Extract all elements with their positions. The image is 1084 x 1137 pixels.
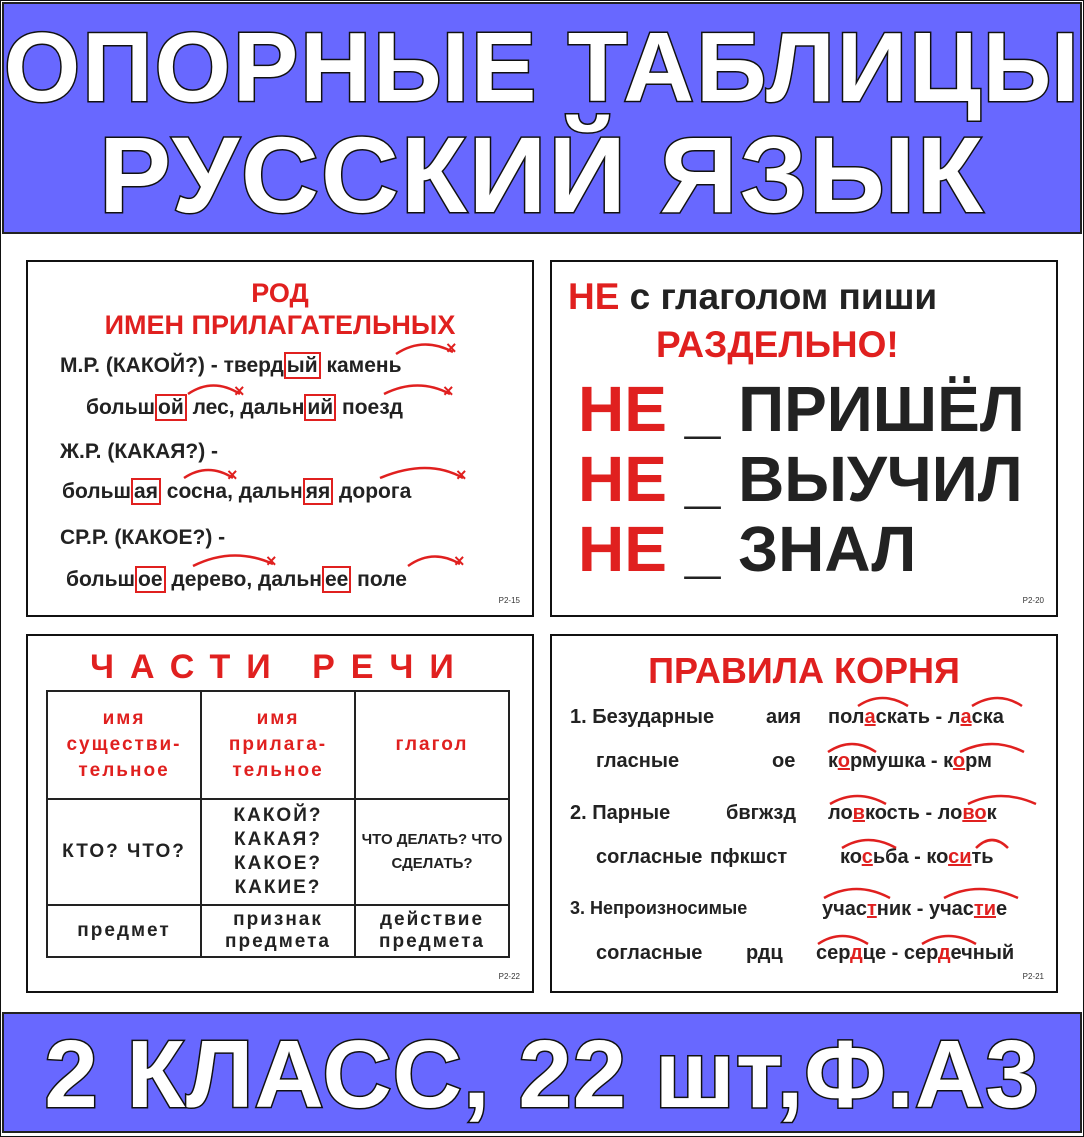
ending-box: ое	[135, 566, 166, 593]
rule-line1: НЕ с глаголом пиши	[568, 276, 938, 317]
ending-box: ий	[304, 394, 336, 421]
table-cell: ЧТО ДЕЛАТЬ? ЧТО СДЕЛАТЬ?	[355, 799, 509, 905]
arrow-curve	[396, 344, 453, 354]
header-banner	[2, 2, 1082, 234]
arrow-curve	[408, 556, 460, 566]
root-arc	[972, 698, 1022, 706]
table-cell: признак предмета	[201, 905, 355, 957]
arrow-curve	[188, 386, 240, 395]
rule-label: согласные	[596, 942, 703, 964]
root-arc	[944, 889, 1018, 898]
root-arc	[858, 698, 908, 706]
table-cell: имя прилага-тельное	[201, 691, 355, 799]
cross-icon: ×	[227, 465, 238, 485]
rule-label: гласные	[596, 750, 680, 772]
rule-letters: аия	[766, 706, 802, 728]
rule-example: ловкость - ловок	[828, 802, 997, 824]
table-cell: КАКОЙ? КАКАЯ? КАКОЕ? КАКИЕ?	[201, 799, 355, 905]
rule-label: согласные	[596, 846, 703, 868]
card-code: P2-22	[498, 972, 520, 981]
cross-icon: ×	[456, 465, 467, 485]
rule-example: кормушка - корм	[828, 750, 992, 772]
rule-label: 3. Непроизносимые	[570, 898, 748, 918]
card-code: P2-15	[498, 596, 520, 605]
masculine-line: М.Р. (КАКОЙ?) - тверд ый камень	[60, 354, 402, 377]
feminine-examples: больш ая сосна, дальн яя дорога	[62, 480, 412, 503]
cross-icon: ×	[443, 381, 454, 401]
rule-letters: бвгжзд	[726, 802, 797, 824]
table-cell: имя существи-тельное	[47, 691, 201, 799]
card-title: РОД	[251, 278, 309, 308]
arrow-curve	[380, 468, 463, 478]
card-code: P2-21	[1022, 972, 1044, 981]
card-title: ЧАСТИ РЕЧИ	[90, 648, 470, 686]
masculine-examples: больш ой лес, дальн ий поезд	[86, 396, 403, 419]
rule-label: 1. Безударные	[570, 706, 715, 728]
ending-box: яя	[303, 478, 334, 505]
parts-of-speech-table	[46, 690, 510, 958]
example-line: НЕ _ ПРИШЁЛ	[578, 373, 1025, 445]
rule-example: участник - участие	[822, 898, 1008, 920]
card-title: ПРАВИЛА КОРНЯ	[648, 650, 960, 691]
neuter-examples: больш ое дерево, дальн ее поле	[66, 568, 407, 591]
table-cell: предмет	[47, 905, 201, 957]
header-title-line1: ОПОРНЫЕ ТАБЛИЦЫ	[4, 12, 1081, 122]
rule-letters: рдц	[746, 942, 783, 964]
cross-icon: ×	[234, 381, 245, 401]
arrow-curve	[193, 555, 273, 566]
rule-letters: пфкшст	[710, 846, 788, 868]
card-parts-of-speech	[26, 634, 534, 993]
arrow-curve	[384, 386, 450, 395]
card-code: P2-20	[1022, 596, 1044, 605]
table-cell: глагол	[355, 691, 509, 799]
example-line: НЕ _ ВЫУЧИЛ	[578, 443, 1023, 515]
arrow-curve	[184, 470, 233, 478]
rule-example: сердце - сердечный	[816, 942, 1015, 964]
rule-label: 2. Парные	[570, 802, 671, 824]
masculine-label: М.Р. (КАКОЙ?) -	[60, 354, 224, 377]
cross-icon: ×	[454, 551, 465, 571]
card-subtitle: ИМЕН ПРИЛАГАТЕЛЬНЫХ	[104, 310, 456, 340]
feminine-label: Ж.Р. (КАКАЯ?) -	[60, 440, 219, 463]
header-title-line2: РУССКИЙ ЯЗЫК	[99, 114, 985, 235]
rule-example: поласкать - ласка	[828, 706, 1004, 728]
rule-example: косьба - косить	[840, 846, 994, 868]
footer-title: 2 КЛАСС, 22 шт,Ф.А3	[44, 1021, 1040, 1128]
card-ne-with-verbs	[550, 260, 1058, 617]
ending-box: ой	[155, 394, 187, 421]
table-cell: КТО? ЧТО?	[47, 799, 201, 905]
table-cell: действие предмета	[355, 905, 509, 957]
example-line: НЕ _ ЗНАЛ	[578, 513, 917, 585]
card-adjective-gender	[26, 260, 534, 617]
card-root-rules	[550, 634, 1058, 993]
root-arc	[824, 889, 890, 898]
cross-icon: ×	[446, 338, 457, 358]
ending-box: ая	[131, 478, 161, 505]
ne-word: НЕ	[568, 276, 620, 317]
ending-box: ый	[284, 352, 321, 379]
rule-line2: РАЗДЕЛЬНО!	[656, 324, 899, 365]
footer-banner	[2, 1012, 1082, 1133]
ending-box: ее	[322, 566, 351, 593]
cross-icon: ×	[266, 551, 277, 571]
rule-letters: ое	[772, 750, 796, 772]
neuter-label: СР.Р. (КАКОЕ?) -	[60, 526, 226, 549]
